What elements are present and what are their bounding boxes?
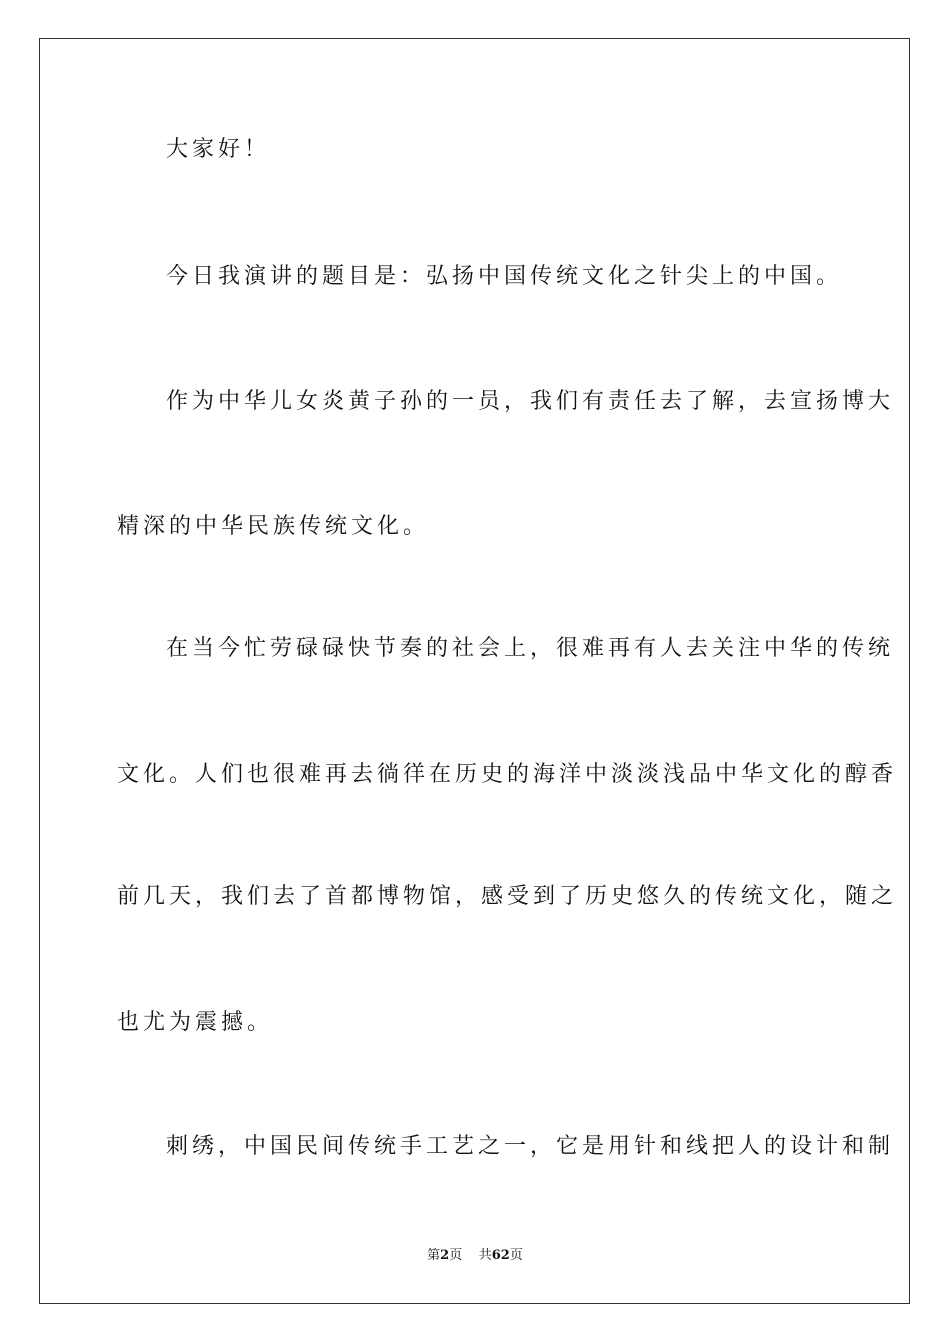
- paragraph-line: 作为中华儿女炎黄子孙的一员，我们有责任去了解，去宣扬博大: [166, 389, 895, 414]
- paragraph-line: 精深的中华民族传统文化。: [117, 514, 430, 539]
- page-frame: [39, 38, 910, 1304]
- paragraph-line: 也尤为震撼。: [117, 1010, 274, 1035]
- paragraph-line: 文化。人们也很难再去徜徉在历史的海洋中淡淡浅品中华文化的醇香: [117, 762, 898, 787]
- page-number: 2: [440, 1248, 450, 1263]
- paragraph-line: 在当今忙劳碌碌快节奏的社会上，很难再有人去关注中华的传统: [166, 636, 895, 661]
- total-prefix: 共: [478, 1248, 492, 1263]
- paragraph-line: 前几天，我们去了首都博物馆，感受到了历史悠久的传统文化，随之: [117, 884, 898, 909]
- total-suffix: 页: [509, 1248, 523, 1263]
- paragraph-line: 刺绣，中国民间传统手工艺之一，它是用针和线把人的设计和制: [166, 1134, 895, 1159]
- page-footer: [0, 1247, 950, 1265]
- page-prefix: 第: [427, 1248, 441, 1263]
- paragraph-line: 今日我演讲的题目是：弘扬中国传统文化之针尖上的中国。: [166, 264, 843, 289]
- total-pages: 62: [491, 1248, 510, 1263]
- page-suffix: 页: [449, 1248, 463, 1263]
- greeting-line: 大家好！: [166, 137, 271, 162]
